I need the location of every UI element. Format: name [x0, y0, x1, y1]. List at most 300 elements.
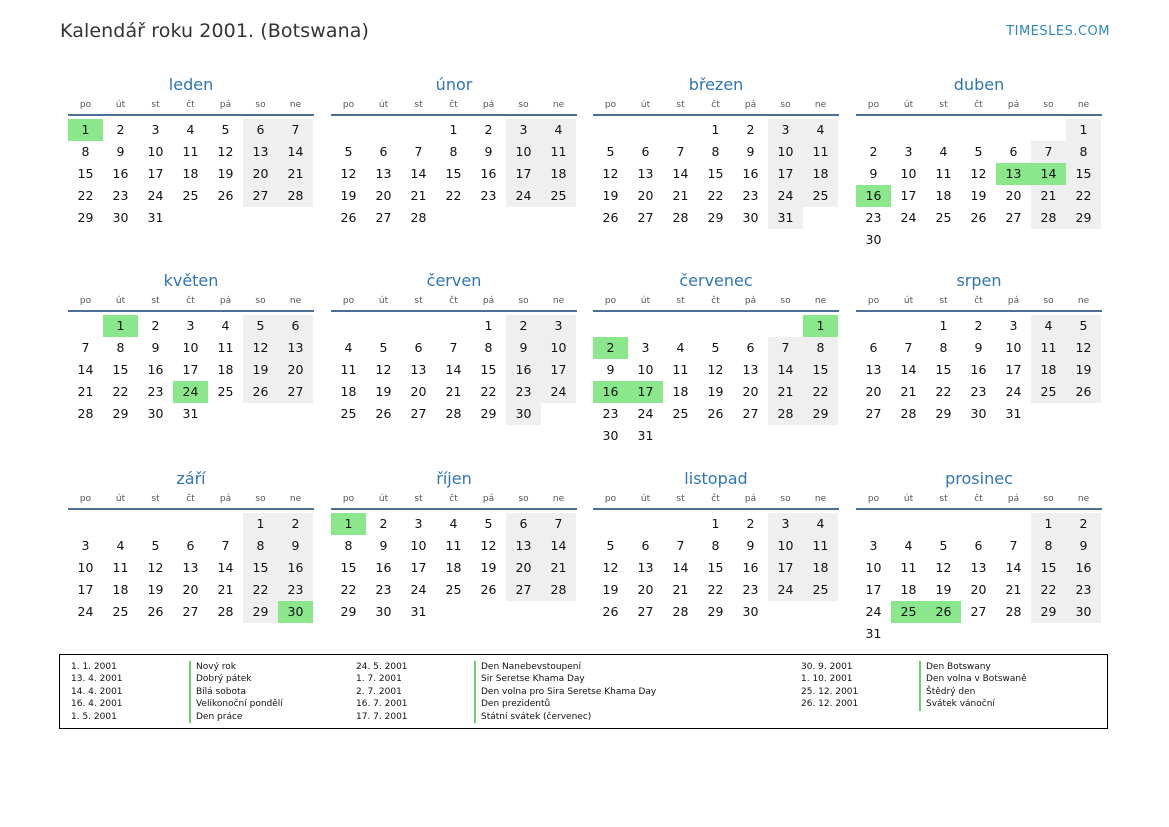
- weekday-header: [331, 492, 577, 510]
- day-cell: 18: [445, 560, 462, 575]
- month-říjen: [331, 468, 577, 623]
- day-cell: 22: [1031, 579, 1066, 601]
- day-cell: 14: [77, 362, 94, 377]
- day-cell: 21: [445, 384, 462, 399]
- day-cell: 17: [182, 362, 199, 377]
- weekday-label: ne: [552, 100, 565, 110]
- holiday-day-cell: 13: [996, 163, 1031, 185]
- day-cell: 19: [375, 384, 392, 399]
- day-cell: 10: [182, 340, 199, 355]
- weekday-header: [331, 294, 577, 312]
- holiday-day-cell: 1: [103, 315, 138, 337]
- month-name: srpen: [956, 271, 1002, 290]
- empty-cell: [173, 513, 208, 535]
- month-březen: [593, 74, 839, 229]
- day-cell: 12: [217, 144, 234, 159]
- day-cell: 1: [1066, 119, 1101, 141]
- empty-cell: [961, 513, 996, 535]
- day-cell: 30: [602, 428, 619, 443]
- weekday-label: pá: [482, 100, 495, 110]
- day-cell: 10: [410, 538, 427, 553]
- day-cell: 28: [410, 210, 427, 225]
- day-cell: 26: [970, 210, 987, 225]
- weekday-label: po: [867, 296, 880, 306]
- day-cell: 3: [186, 318, 195, 333]
- holiday-name: Sir Seretse Khama Day: [474, 673, 585, 685]
- empty-cell: [961, 119, 996, 141]
- day-cell: 2: [484, 122, 493, 137]
- day-cell: 22: [1066, 185, 1101, 207]
- day-cell: 23: [742, 582, 759, 597]
- day-cell: 5: [221, 122, 230, 137]
- day-cell: 25: [541, 185, 576, 207]
- day-cell: 5: [344, 144, 353, 159]
- day-cell: 3: [151, 122, 160, 137]
- empty-cell: [436, 315, 471, 337]
- weekday-label: po: [867, 494, 880, 504]
- weekday-label: po: [79, 494, 92, 504]
- weekday-label: čt: [186, 100, 195, 110]
- weekday-label: čt: [711, 296, 720, 306]
- day-cell: 16: [147, 362, 164, 377]
- day-cell: 15: [803, 359, 838, 381]
- holiday-entry: [801, 661, 1027, 673]
- day-cell: 6: [506, 513, 541, 535]
- month-prosinec: [856, 468, 1102, 645]
- empty-cell: [138, 513, 173, 535]
- day-cell: 20: [742, 384, 759, 399]
- day-cell: 11: [182, 144, 199, 159]
- day-cell: 21: [410, 188, 427, 203]
- day-cell: 28: [278, 185, 313, 207]
- day-cell: 6: [278, 315, 313, 337]
- day-cell: 29: [707, 604, 724, 619]
- day-cell: 12: [935, 560, 952, 575]
- day-cell: 22: [803, 381, 838, 403]
- month-únor: [331, 74, 577, 229]
- day-cell: 30: [506, 403, 541, 425]
- holiday-day-cell: 1: [331, 513, 366, 535]
- day-cell: 4: [676, 340, 685, 355]
- day-cell: 26: [340, 210, 357, 225]
- day-cell: 14: [672, 560, 689, 575]
- empty-cell: [68, 315, 103, 337]
- empty-cell: [208, 513, 243, 535]
- day-cell: 12: [243, 337, 278, 359]
- day-cell: 16: [375, 560, 392, 575]
- day-cell: 17: [147, 166, 164, 181]
- day-cell: 6: [243, 119, 278, 141]
- holiday-entry: [71, 686, 283, 698]
- day-cell: 16: [742, 560, 759, 575]
- day-grid: [331, 513, 577, 623]
- weekday-header: [856, 294, 1102, 312]
- month-leden: [68, 74, 314, 229]
- day-cell: 28: [541, 579, 576, 601]
- day-cell: 4: [221, 318, 230, 333]
- weekday-label: po: [604, 296, 617, 306]
- day-cell: 21: [900, 384, 917, 399]
- day-cell: 6: [869, 340, 878, 355]
- empty-cell: [331, 315, 366, 337]
- day-cell: 11: [672, 362, 689, 377]
- day-cell: 14: [768, 359, 803, 381]
- day-cell: 7: [1031, 141, 1066, 163]
- month-name: březen: [688, 75, 744, 94]
- day-cell: 6: [1009, 144, 1018, 159]
- day-cell: 27: [637, 210, 654, 225]
- weekday-label: čt: [186, 494, 195, 504]
- day-cell: 6: [746, 340, 755, 355]
- weekday-header: [856, 98, 1102, 116]
- day-cell: 17: [768, 163, 803, 185]
- holiday-date: 1. 5. 2001: [71, 711, 117, 722]
- day-cell: 3: [414, 516, 423, 531]
- day-cell: 1: [449, 122, 458, 137]
- day-cell: 25: [672, 406, 689, 421]
- day-cell: 23: [480, 188, 497, 203]
- weekday-label: čt: [449, 100, 458, 110]
- day-cell: 13: [410, 362, 427, 377]
- day-cell: 1: [711, 122, 720, 137]
- day-cell: 2: [869, 144, 878, 159]
- day-cell: 19: [602, 582, 619, 597]
- weekday-label: čt: [974, 100, 983, 110]
- day-cell: 18: [672, 384, 689, 399]
- day-cell: 8: [243, 535, 278, 557]
- day-cell: 31: [147, 210, 164, 225]
- weekday-label: po: [342, 100, 355, 110]
- holiday-date: 1. 7. 2001: [356, 674, 402, 685]
- holiday-entry: [356, 711, 656, 723]
- weekday-label: pá: [744, 296, 757, 306]
- day-cell: 28: [672, 210, 689, 225]
- holiday-day-cell: 1: [803, 315, 838, 337]
- day-cell: 10: [77, 560, 94, 575]
- day-cell: 3: [904, 144, 913, 159]
- day-cell: 6: [641, 144, 650, 159]
- holiday-name: Velikonoční pondělí: [189, 698, 283, 710]
- day-cell: 7: [278, 119, 313, 141]
- day-cell: 11: [217, 340, 234, 355]
- weekday-label: út: [115, 494, 126, 504]
- day-cell: 10: [637, 362, 654, 377]
- holiday-name: Den Botswany: [919, 661, 991, 673]
- day-cell: 8: [939, 340, 948, 355]
- day-cell: 25: [1031, 381, 1066, 403]
- day-cell: 8: [116, 340, 125, 355]
- weekday-label: st: [939, 494, 948, 504]
- day-cell: 31: [768, 207, 803, 229]
- holiday-entry: [356, 673, 656, 685]
- day-cell: 21: [541, 557, 576, 579]
- day-cell: 25: [803, 579, 838, 601]
- day-cell: 9: [974, 340, 983, 355]
- day-cell: 1: [243, 513, 278, 535]
- day-cell: 17: [506, 163, 541, 185]
- weekday-label: po: [604, 100, 617, 110]
- weekday-header: [68, 294, 314, 312]
- day-cell: 25: [935, 210, 952, 225]
- day-cell: 29: [77, 210, 94, 225]
- day-cell: 2: [974, 318, 983, 333]
- holiday-entry: [71, 661, 283, 673]
- weekday-label: st: [414, 296, 423, 306]
- day-cell: 26: [707, 406, 724, 421]
- month-name: prosinec: [945, 469, 1013, 488]
- day-cell: 9: [869, 166, 878, 181]
- day-cell: 17: [900, 188, 917, 203]
- day-cell: 27: [742, 406, 759, 421]
- day-cell: 25: [445, 582, 462, 597]
- holiday-name: Bílá sobota: [189, 686, 246, 698]
- weekday-label: čt: [186, 296, 195, 306]
- day-cell: 26: [602, 210, 619, 225]
- day-cell: 8: [449, 144, 458, 159]
- weekday-label: st: [939, 296, 948, 306]
- day-cell: 13: [375, 166, 392, 181]
- day-cell: 14: [217, 560, 234, 575]
- day-cell: 18: [217, 362, 234, 377]
- day-cell: 4: [803, 513, 838, 535]
- day-cell: 1: [1031, 513, 1066, 535]
- day-cell: 2: [1066, 513, 1101, 535]
- weekday-label: ne: [814, 494, 827, 504]
- day-cell: 21: [768, 381, 803, 403]
- day-cell: 10: [506, 141, 541, 163]
- page-title: Kalendář roku 2001. (Botswana): [60, 20, 369, 42]
- day-cell: 29: [340, 604, 357, 619]
- day-cell: 20: [1005, 188, 1022, 203]
- day-cell: 26: [1066, 381, 1101, 403]
- holiday-name: Den Nanebevstoupení: [474, 661, 581, 673]
- day-cell: 28: [445, 406, 462, 421]
- day-cell: 12: [1066, 337, 1101, 359]
- day-cell: 29: [1031, 601, 1066, 623]
- day-cell: 20: [506, 557, 541, 579]
- weekday-label: čt: [711, 100, 720, 110]
- day-cell: 15: [707, 166, 724, 181]
- day-cell: 19: [147, 582, 164, 597]
- day-cell: 23: [602, 406, 619, 421]
- weekday-header: [68, 98, 314, 116]
- day-cell: 10: [900, 166, 917, 181]
- weekday-label: st: [676, 296, 685, 306]
- day-cell: 7: [221, 538, 230, 553]
- empty-cell: [401, 315, 436, 337]
- weekday-header: [593, 492, 839, 510]
- day-cell: 6: [974, 538, 983, 553]
- weekday-label: pá: [1007, 296, 1020, 306]
- day-cell: 10: [1005, 340, 1022, 355]
- day-cell: 14: [672, 166, 689, 181]
- weekday-label: so: [780, 100, 791, 110]
- weekday-label: út: [903, 296, 914, 306]
- day-cell: 16: [506, 359, 541, 381]
- day-cell: 30: [147, 406, 164, 421]
- day-cell: 2: [746, 122, 755, 137]
- day-cell: 17: [77, 582, 94, 597]
- holiday-date: 14. 4. 2001: [71, 686, 123, 697]
- day-cell: 5: [711, 340, 720, 355]
- weekday-label: so: [255, 296, 266, 306]
- empty-cell: [593, 315, 628, 337]
- day-cell: 11: [445, 538, 462, 553]
- empty-cell: [891, 513, 926, 535]
- holiday-date: 25. 12. 2001: [801, 686, 859, 697]
- month-name: květen: [163, 271, 219, 290]
- holiday-name: Štědrý den: [919, 686, 975, 698]
- day-cell: 9: [484, 144, 493, 159]
- day-cell: 13: [637, 166, 654, 181]
- day-cell: 8: [711, 538, 720, 553]
- holiday-date: 30. 9. 2001: [801, 662, 853, 672]
- empty-cell: [366, 119, 401, 141]
- day-cell: 30: [375, 604, 392, 619]
- day-cell: 28: [77, 406, 94, 421]
- day-cell: 24: [768, 185, 803, 207]
- weekday-label: út: [378, 494, 389, 504]
- day-cell: 10: [768, 535, 803, 557]
- weekday-label: pá: [482, 296, 495, 306]
- weekday-label: út: [640, 494, 651, 504]
- day-cell: 16: [278, 557, 313, 579]
- holiday-entry: [801, 673, 1027, 685]
- weekday-label: po: [79, 100, 92, 110]
- weekday-label: so: [518, 100, 529, 110]
- day-cell: 6: [186, 538, 195, 553]
- day-cell: 18: [541, 163, 576, 185]
- day-cell: 10: [768, 141, 803, 163]
- day-cell: 4: [1031, 315, 1066, 337]
- day-cell: 22: [77, 188, 94, 203]
- day-cell: 27: [410, 406, 427, 421]
- day-cell: 2: [506, 315, 541, 337]
- day-cell: 21: [672, 188, 689, 203]
- day-cell: 23: [970, 384, 987, 399]
- weekday-label: st: [151, 100, 160, 110]
- day-cell: 9: [606, 362, 615, 377]
- day-cell: 22: [445, 188, 462, 203]
- weekday-label: st: [939, 100, 948, 110]
- holiday-entry: [801, 698, 1027, 710]
- weekday-label: út: [115, 100, 126, 110]
- weekday-label: pá: [744, 494, 757, 504]
- day-cell: 21: [77, 384, 94, 399]
- weekday-label: út: [115, 296, 126, 306]
- holiday-date: 1. 1. 2001: [71, 662, 117, 672]
- day-cell: 12: [602, 560, 619, 575]
- day-cell: 14: [410, 166, 427, 181]
- weekday-label: so: [780, 494, 791, 504]
- day-cell: 12: [970, 166, 987, 181]
- month-listopad: [593, 468, 839, 623]
- brand-link[interactable]: TIMESLES.COM: [1006, 24, 1110, 39]
- weekday-header: [68, 492, 314, 510]
- weekday-label: čt: [974, 296, 983, 306]
- day-cell: 5: [379, 340, 388, 355]
- day-cell: 23: [506, 381, 541, 403]
- holiday-name: Státní svátek (červenec): [474, 711, 591, 723]
- day-cell: 7: [81, 340, 90, 355]
- day-cell: 15: [445, 166, 462, 181]
- empty-cell: [628, 315, 663, 337]
- day-cell: 5: [939, 538, 948, 553]
- day-cell: 15: [480, 362, 497, 377]
- day-cell: 3: [869, 538, 878, 553]
- day-cell: 18: [112, 582, 129, 597]
- month-name: leden: [168, 75, 214, 94]
- holiday-day-cell: 16: [856, 185, 891, 207]
- weekday-label: so: [1043, 494, 1054, 504]
- day-cell: 9: [746, 538, 755, 553]
- day-cell: 15: [1066, 163, 1101, 185]
- day-cell: 8: [484, 340, 493, 355]
- weekday-label: ne: [1077, 296, 1090, 306]
- day-cell: 25: [803, 185, 838, 207]
- empty-cell: [856, 119, 891, 141]
- day-cell: 17: [1005, 362, 1022, 377]
- holiday-name: Svátek vánoční: [919, 698, 995, 710]
- day-cell: 23: [278, 579, 313, 601]
- day-cell: 16: [1066, 557, 1101, 579]
- day-cell: 20: [970, 582, 987, 597]
- day-cell: 22: [243, 579, 278, 601]
- day-cell: 31: [182, 406, 199, 421]
- empty-cell: [663, 119, 698, 141]
- day-cell: 22: [935, 384, 952, 399]
- day-grid: [68, 513, 314, 623]
- month-srpen: [856, 270, 1102, 425]
- day-cell: 30: [1066, 601, 1101, 623]
- day-cell: 7: [768, 337, 803, 359]
- day-cell: 21: [1031, 185, 1066, 207]
- day-cell: 9: [278, 535, 313, 557]
- holiday-entry: [356, 698, 656, 710]
- day-cell: 19: [707, 384, 724, 399]
- weekday-label: so: [518, 494, 529, 504]
- month-červen: [331, 270, 577, 425]
- month-name: říjen: [436, 469, 472, 488]
- day-cell: 24: [637, 406, 654, 421]
- day-grid: [68, 315, 314, 425]
- empty-cell: [628, 119, 663, 141]
- day-cell: 19: [340, 188, 357, 203]
- weekday-label: čt: [449, 494, 458, 504]
- day-cell: 29: [935, 406, 952, 421]
- day-cell: 31: [410, 604, 427, 619]
- day-cell: 28: [1031, 207, 1066, 229]
- holiday-legend: [59, 654, 1108, 729]
- day-cell: 12: [480, 538, 497, 553]
- day-cell: 23: [112, 188, 129, 203]
- day-cell: 20: [865, 384, 882, 399]
- day-cell: 9: [116, 144, 125, 159]
- day-cell: 10: [865, 560, 882, 575]
- weekday-label: ne: [552, 296, 565, 306]
- month-name: červenec: [679, 271, 753, 290]
- day-cell: 3: [768, 513, 803, 535]
- holiday-entry: [71, 673, 283, 685]
- day-cell: 14: [900, 362, 917, 377]
- day-cell: 2: [278, 513, 313, 535]
- day-cell: 13: [278, 337, 313, 359]
- day-cell: 19: [935, 582, 952, 597]
- holiday-entry: [71, 698, 283, 710]
- holiday-name: Dobrý pátek: [189, 673, 252, 685]
- weekday-label: ne: [289, 494, 302, 504]
- day-cell: 15: [1031, 557, 1066, 579]
